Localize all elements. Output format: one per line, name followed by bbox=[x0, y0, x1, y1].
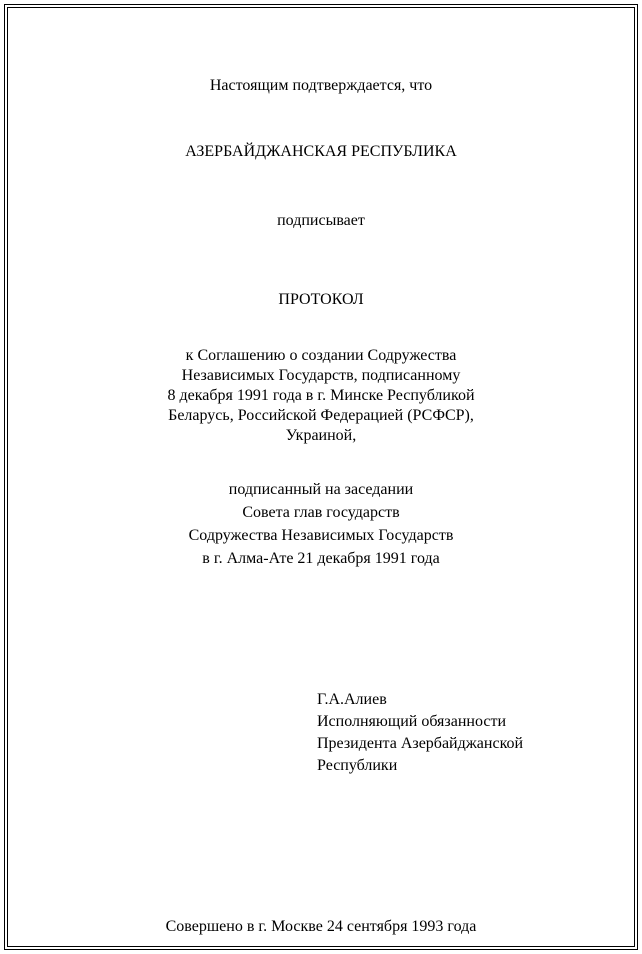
signatory-title-line: Республики bbox=[317, 757, 398, 774]
description-line: Независимых Государств, подписанному bbox=[181, 367, 461, 384]
signatory-title-line: Президента Азербайджанской bbox=[317, 735, 524, 752]
description-line: Беларусь, Российской Федерацией (РСФСР), bbox=[168, 407, 474, 424]
signed-at-block bbox=[5, 478, 637, 570]
intro-text: Настоящим подтверждается, что bbox=[209, 77, 433, 94]
signed-at-line: в г. Алма-Ате 21 декабря 1991 года bbox=[202, 550, 440, 567]
signed-at-line: Содружества Независимых Государств bbox=[188, 527, 454, 544]
signatory-name: Г.А.Алиев bbox=[317, 691, 387, 708]
signed-at-line: подписанный на заседании bbox=[228, 481, 414, 498]
document-type-heading: ПРОТОКОЛ bbox=[278, 291, 364, 308]
description-line: Украиной, bbox=[285, 427, 357, 444]
party-name: АЗЕРБАЙДЖАНСКАЯ РЕСПУБЛИКА bbox=[185, 143, 457, 160]
signed-at-line: Совета глав государств bbox=[242, 504, 400, 521]
signature-block bbox=[317, 689, 523, 777]
signatory-title-line: Исполняющий обязанности bbox=[317, 713, 507, 730]
description-line: к Соглашению о создании Содружества bbox=[185, 347, 457, 364]
description-line: 8 декабря 1991 года в г. Минске Республикой bbox=[167, 387, 475, 404]
action-text: подписывает bbox=[277, 212, 365, 229]
description-block bbox=[5, 346, 637, 446]
document-page bbox=[4, 4, 638, 950]
footer-place-date: Совершено в г. Москве 24 сентября 1993 года bbox=[165, 918, 477, 935]
